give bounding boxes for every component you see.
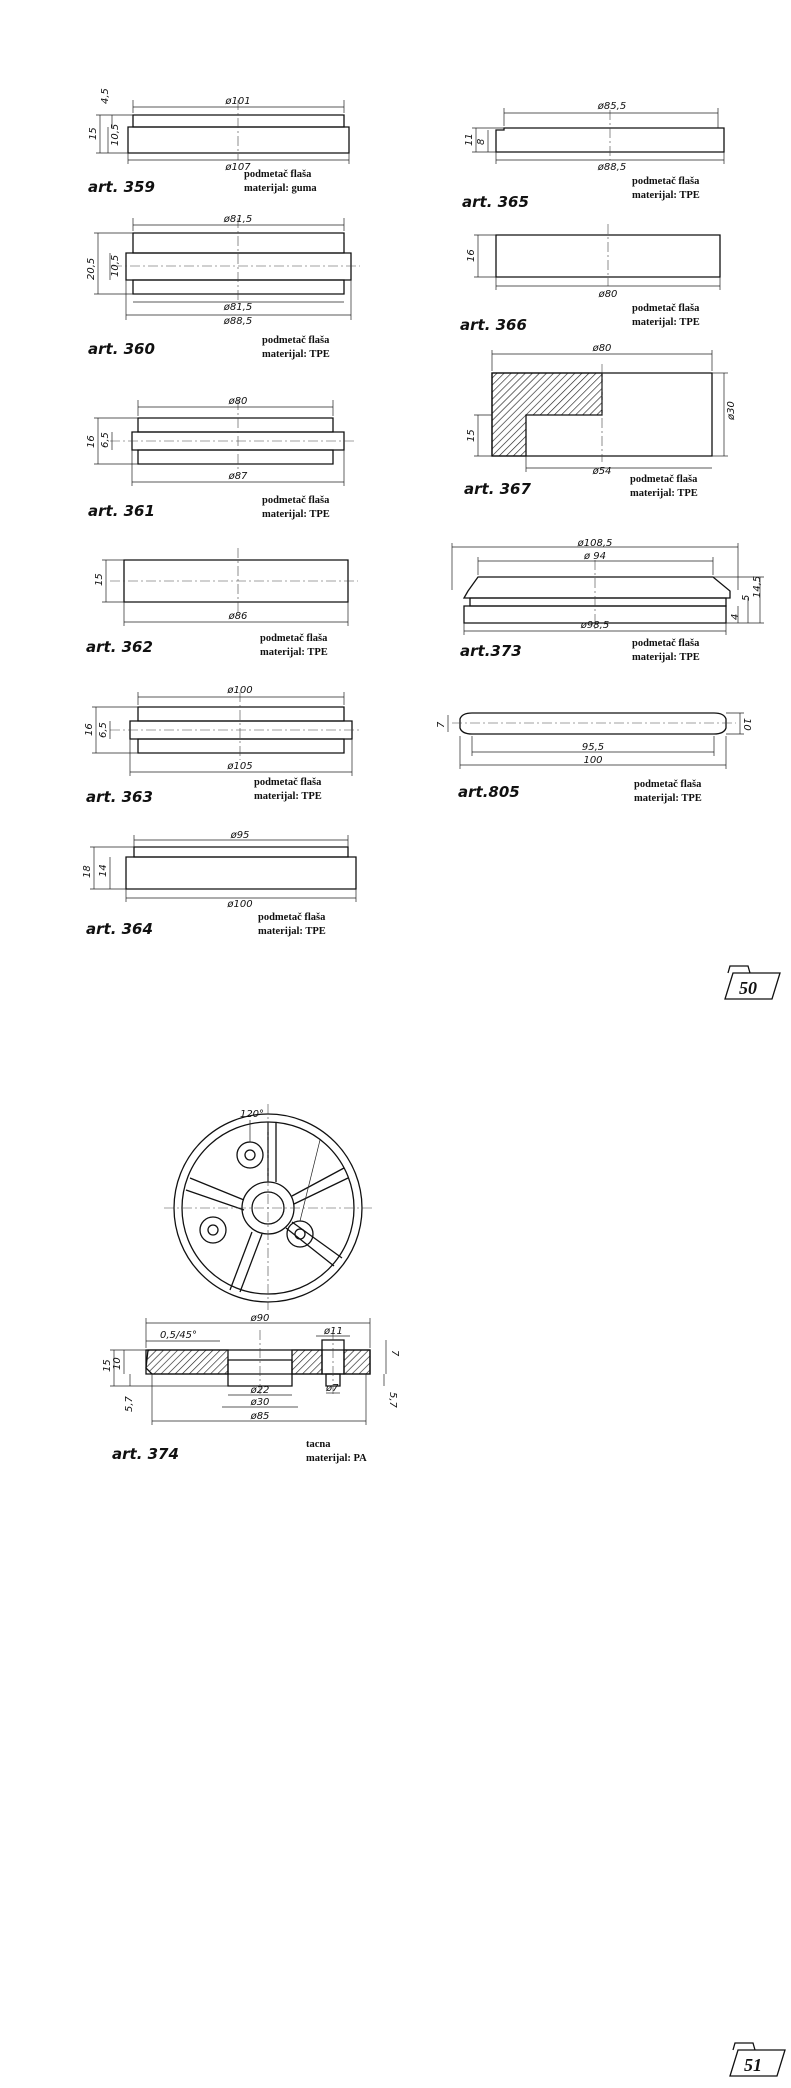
- art-373-label: art.373: [460, 642, 522, 660]
- dim-367-height: 15: [466, 429, 477, 442]
- dim-359-base-diameter: ø107: [225, 162, 251, 173]
- art-367-name: podmetač flaša: [630, 474, 698, 485]
- dim-362-height: 15: [94, 573, 105, 586]
- dim-359-lip: 4,5: [100, 88, 111, 104]
- page-number-tab-50: [725, 966, 780, 999]
- art-805-name: podmetač flaša: [634, 779, 702, 790]
- dim-373-top: ø 94: [583, 551, 607, 562]
- art-364-material: materijal: TPE: [258, 926, 326, 937]
- art-365-name: podmetač flaša: [632, 176, 700, 187]
- drawing-art-805: [436, 713, 752, 769]
- dim-374-overall: ø90: [250, 1313, 270, 1324]
- dim-374-foot-left: 5,7: [124, 1396, 135, 1412]
- drawing-art-360: [86, 214, 360, 327]
- page-number-51: 51: [744, 2055, 762, 2075]
- dim-373-overall: ø108,5: [577, 538, 613, 549]
- art-363-label: art. 363: [86, 788, 153, 806]
- drawing-art-373: [452, 538, 764, 635]
- dim-373-base: ø98,5: [580, 620, 610, 631]
- art-363-name: podmetač flaša: [254, 777, 322, 788]
- dim-363-overall: ø105: [227, 761, 253, 772]
- dim-361-overall: ø87: [228, 471, 248, 482]
- dim-365-overall: ø88,5: [597, 162, 627, 173]
- art-366-name: podmetač flaša: [632, 303, 700, 314]
- art-805-label: art.805: [458, 783, 520, 801]
- drawing-art-367: [466, 343, 737, 477]
- art-374-name: tacna: [306, 1439, 331, 1450]
- dim-359-body: 10,5: [110, 123, 121, 146]
- dim-360-overall: ø88,5: [223, 316, 253, 327]
- dim-374-boss: 7: [389, 1350, 400, 1357]
- drawing-art-374-section: [102, 1313, 400, 1425]
- art-361-material: materijal: TPE: [262, 509, 330, 520]
- dim-362-diameter: ø86: [228, 611, 248, 622]
- art-373-material: materijal: TPE: [632, 652, 700, 663]
- art-361-name: podmetač flaša: [262, 495, 330, 506]
- drawing-art-359: [88, 88, 349, 173]
- art-359-label: art. 359: [88, 178, 155, 196]
- art-805-material: materijal: TPE: [634, 793, 702, 804]
- dim-805-overall: 100: [583, 755, 603, 766]
- art-366-material: materijal: TPE: [632, 317, 700, 328]
- dim-360-height: 20,5: [86, 257, 97, 280]
- dim-363-flange: 6,5: [98, 722, 109, 738]
- dim-374-recess: ø30: [250, 1397, 270, 1408]
- art-359-material: materijal: guma: [244, 183, 317, 194]
- dim-374-angle: 120°: [239, 1109, 265, 1120]
- dim-805-inner: 95,5: [581, 742, 605, 753]
- art-374-material: materijal: PA: [306, 1453, 367, 1464]
- dim-365-top: ø85,5: [597, 101, 627, 112]
- dim-366-diameter: ø80: [598, 289, 618, 300]
- dim-365-body: 8: [476, 138, 487, 145]
- dim-364-body: 14: [98, 864, 109, 877]
- art-366-label: art. 366: [460, 316, 527, 334]
- drawing-art-366: [466, 224, 720, 300]
- dim-364-height: 18: [82, 865, 93, 878]
- art-360-name: podmetač flaša: [262, 335, 330, 346]
- dim-366-height: 16: [466, 249, 477, 262]
- dim-360-flange: 10,5: [110, 254, 121, 277]
- art-360-material: materijal: TPE: [262, 349, 330, 360]
- dim-374-hole: ø11: [324, 1326, 343, 1337]
- dim-359-top-diameter: ø101: [225, 96, 251, 107]
- dim-365-height: 11: [464, 133, 475, 146]
- drawing-art-374-plan: [164, 1104, 372, 1310]
- art-367-material: materijal: TPE: [630, 488, 698, 499]
- dim-373-mid: 5: [741, 594, 752, 601]
- drawing-art-363: [84, 685, 362, 776]
- dim-373-foot: 4: [730, 613, 741, 620]
- dim-360-top: ø81,5: [223, 214, 253, 225]
- dim-374-chamfer: 0,5/45°: [160, 1330, 197, 1341]
- art-363-material: materijal: TPE: [254, 791, 322, 802]
- dim-363-height: 16: [84, 723, 95, 736]
- dim-367-step: ø54: [592, 466, 612, 477]
- dim-361-top: ø80: [228, 396, 248, 407]
- art-373-name: podmetač flaša: [632, 638, 700, 649]
- art-365-material: materijal: TPE: [632, 190, 700, 201]
- dim-363-top: ø100: [227, 685, 253, 696]
- dim-374-foot-right: 5,7: [387, 1392, 398, 1408]
- page-number-tab-51: [730, 2043, 785, 2076]
- dim-367-bore: ø30: [726, 401, 737, 420]
- dim-374-height: 15: [102, 1359, 113, 1372]
- dim-805-edge: 7: [436, 721, 447, 728]
- art-362-material: materijal: TPE: [260, 647, 328, 658]
- dim-364-top: ø95: [230, 830, 250, 841]
- dim-361-flange: 6,5: [100, 432, 111, 448]
- dim-374-base: ø85: [250, 1411, 270, 1422]
- drawing-art-364: [82, 830, 356, 910]
- dim-361-height: 16: [86, 435, 97, 448]
- dim-359-height: 15: [88, 127, 99, 140]
- dim-374-plate: 10: [112, 1357, 123, 1370]
- art-365-label: art. 365: [462, 193, 529, 211]
- dim-374-pin: ø7: [326, 1383, 339, 1394]
- art-364-name: podmetač flaša: [258, 912, 326, 923]
- dim-367-overall: ø80: [592, 343, 612, 354]
- dim-374-bore: ø22: [250, 1385, 270, 1396]
- art-362-name: podmetač flaša: [260, 633, 328, 644]
- drawing-art-365: [464, 101, 724, 173]
- page-number-50: 50: [739, 978, 757, 998]
- dim-805-height: 10: [741, 718, 752, 731]
- art-374-label: art. 374: [112, 1445, 179, 1463]
- art-367-label: art. 367: [464, 480, 531, 498]
- art-359-name: podmetač flaša: [244, 169, 312, 180]
- art-362-label: art. 362: [86, 638, 153, 656]
- dim-373-height: 14,5: [752, 575, 763, 598]
- drawing-art-361: [86, 396, 354, 486]
- art-364-label: art. 364: [86, 920, 153, 938]
- dim-364-overall: ø100: [227, 899, 253, 910]
- art-361-label: art. 361: [88, 502, 155, 520]
- art-360-label: art. 360: [88, 340, 155, 358]
- dim-360-bottom: ø81,5: [223, 302, 253, 313]
- drawing-art-362: [94, 548, 358, 626]
